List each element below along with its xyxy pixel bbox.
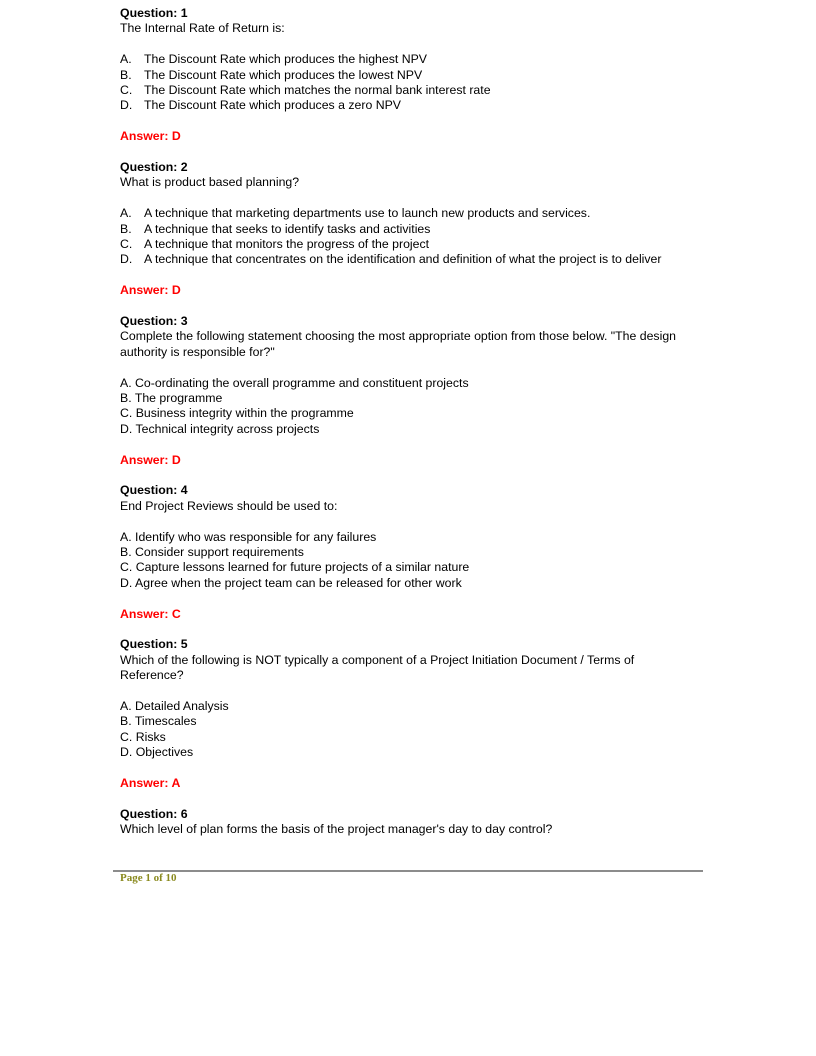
question-label: Question: 2: [120, 160, 188, 175]
question-block-1: [120, 6, 690, 160]
answer-label: Answer: A: [120, 776, 181, 791]
question-block-6: [120, 807, 690, 838]
document-body: [120, 6, 690, 838]
option-d: D. A technique that concentrates on the identification and definition of what the project is to deliver: [120, 252, 662, 267]
question-block-4: [120, 483, 690, 637]
option-d: D. The Discount Rate which produces a zero NPV: [120, 98, 401, 113]
answer-label: Answer: D: [120, 129, 181, 144]
option-a: A. Detailed Analysis: [120, 699, 229, 714]
option-d: D. Objectives: [120, 745, 194, 760]
option-d: D. Technical integrity across projects: [120, 421, 320, 436]
option-a: A. The Discount Rate which produces the highest NPV: [120, 52, 427, 67]
question-text: What is product based planning?: [120, 175, 300, 190]
option-a: A. A technique that marketing departments use to launch new products and services.: [120, 206, 591, 221]
question-text: End Project Reviews should be used to:: [120, 498, 338, 513]
option-b: B. A technique that seeks to identify tasks and activities: [120, 221, 431, 236]
page-number: Page 1 of 10: [120, 872, 177, 884]
answer-label: Answer: D: [120, 283, 181, 298]
answer-label: Answer: D: [120, 452, 181, 467]
option-c: C. A technique that monitors the progress of the project: [120, 237, 430, 252]
footer-divider: [113, 870, 703, 872]
option-c: C. Business integrity within the programme: [120, 406, 354, 421]
option-b: B. The programme: [120, 391, 223, 406]
question-block-3: [120, 314, 690, 483]
question-label: Question: 4: [120, 483, 188, 498]
option-b: B. Consider support requirements: [120, 545, 304, 560]
question-text: Complete the following statement choosing the most appropriate option from those below. "The design authority is responsible for?": [120, 329, 676, 359]
option-c: C. Risks: [120, 729, 166, 744]
question-block-5: [120, 637, 690, 806]
option-a: A. Co-ordinating the overall programme and constituent projects: [120, 375, 469, 390]
question-block-2: [120, 160, 690, 314]
question-label: Question: 3: [120, 314, 188, 329]
option-c: C. The Discount Rate which matches the normal bank interest rate: [120, 83, 491, 98]
option-c: C. Capture lessons learned for future projects of a similar nature: [120, 560, 470, 575]
question-text: Which level of plan forms the basis of the project manager's day to day control?: [120, 822, 553, 837]
option-b: B. Timescales: [120, 714, 197, 729]
option-a: A. Identify who was responsible for any failures: [120, 529, 377, 544]
question-label: Question: 1: [120, 6, 188, 20]
option-b: B. The Discount Rate which produces the lowest NPV: [120, 67, 423, 82]
question-text: Which of the following is NOT typically a component of a Project Initiation Document / Terms of Reference?: [120, 652, 635, 683]
option-d: D. Agree when the project team can be released for other work: [120, 575, 462, 590]
answer-label: Answer: C: [120, 606, 181, 621]
question-label: Question: 5: [120, 637, 188, 652]
question-label: Question: 6: [120, 806, 188, 821]
question-text: The Internal Rate of Return is:: [120, 21, 285, 36]
